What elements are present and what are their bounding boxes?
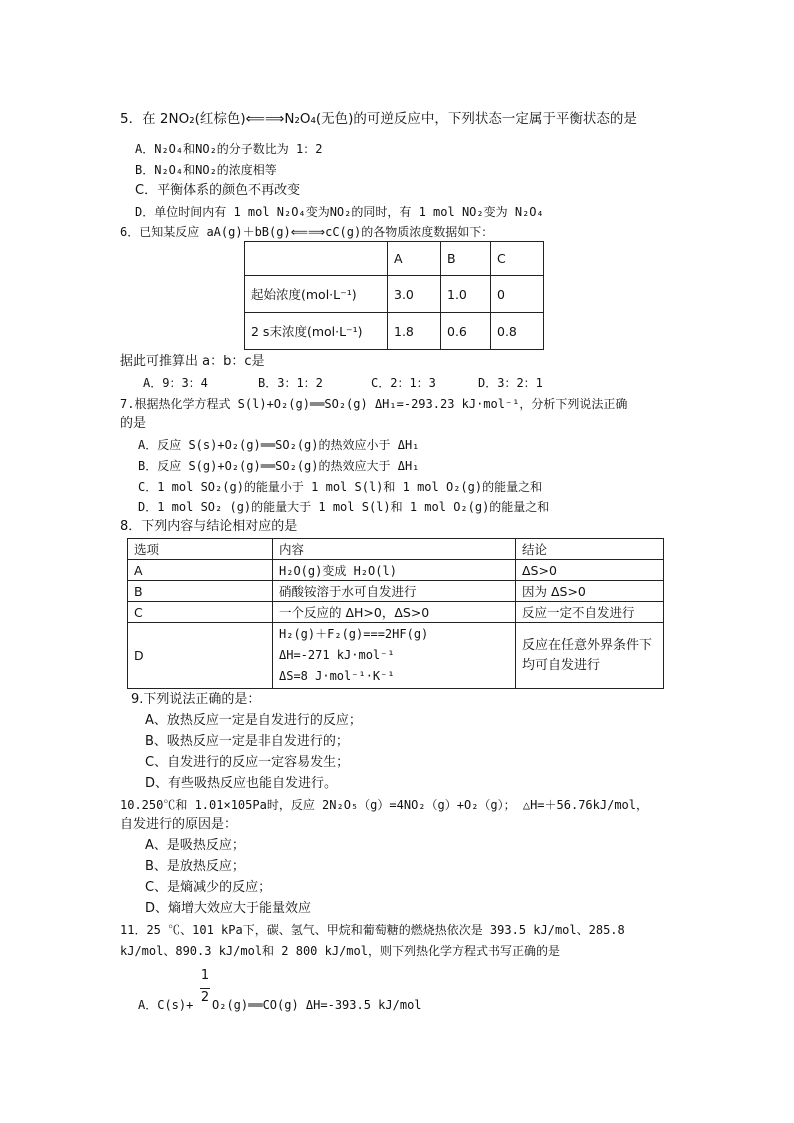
q6-row2-c: 0.8: [491, 313, 544, 350]
q6-header-a: A: [388, 242, 441, 276]
q6-option-c: C．2：1：3: [371, 376, 436, 390]
q8-row-a-content: H₂O(g)变成 H₂O(l): [273, 560, 516, 581]
q8-row-d-option: D: [128, 623, 273, 689]
q6-row2-label: 2 s末浓度(mol·L⁻¹): [245, 313, 388, 350]
q6-row2-a: 1.8: [388, 313, 441, 350]
q8-row-b-content: 硝酸铵溶于水可自发进行: [273, 581, 516, 602]
q8-row-d-content-line1: H₂(g)＋F₂(g)===2HF(g): [279, 627, 429, 641]
q8-stem: 8．下列内容与结论相对应的是: [120, 519, 298, 534]
q8-header-result: 结论: [516, 539, 664, 560]
q9-option-d: D、有些吸热反应也能自发进行。: [145, 776, 338, 791]
q7-option-a: A．反应 S(s)+O₂(g)══SO₂(g)的热效应小于 ΔH₁: [138, 438, 420, 452]
q6-header-empty: [245, 242, 388, 276]
q10-option-c: C、是熵减少的反应；: [145, 880, 272, 895]
q8-row-d-content: [273, 623, 516, 689]
q10-option-d: D、熵增大效应大于能量效应: [145, 901, 312, 916]
q11-fraction-bar: [200, 988, 210, 989]
q9-option-c: C、自发进行的反应一定容易发生；: [145, 755, 350, 770]
q5-stem: 5．在 2NO₂(红棕色)⟸⟹N₂O₄(无色)的可逆反应中，下列状态一定属于平衡状态的是: [120, 111, 637, 127]
q8-row-a-option: A: [128, 560, 273, 581]
q10-stem-line1: 10.250℃和 1.01×105Pa时，反应 2N₂O₅（g）=4NO₂（g）+O₂（g）； △H=＋56.76kJ/mol，: [120, 798, 649, 812]
q8-row-d-content-line3: ΔS=8 J·mol⁻¹·K⁻¹: [279, 669, 395, 683]
q10-stem-line2: 自发进行的原因是：: [120, 817, 238, 832]
q6-option-b: B．3：1：2: [258, 376, 323, 390]
q6-row1-c: 0: [491, 276, 544, 313]
q10-option-a: A、是吸热反应；: [145, 838, 245, 853]
q11-stem-line2: kJ/mol、890.3 kJ/mol和 2 800 kJ/mol，则下列热化学方程式书写正确的是: [120, 944, 560, 958]
q11-option-a-left: A．C(s)+: [138, 998, 194, 1012]
q8-row-b-option: B: [128, 581, 273, 602]
q8-row-d-result: 反应在任意外界条件下均可自发进行: [516, 623, 664, 689]
q9-stem: 9.下列说法正确的是：: [131, 692, 261, 707]
q7-stem-line1: 7.根据热化学方程式 S(l)+O₂(g)══SO₂(g) ΔH₁=-293.23 kJ·mol⁻¹，分析下列说法正确: [120, 397, 628, 411]
q7-option-d: D．1 mol SO₂ (g)的能量大于 1 mol S(l)和 1 mol O₂(g)的能量之和: [138, 500, 550, 514]
q11-fraction-denominator: 2: [200, 990, 210, 1005]
q8-row-c-result: 反应一定不自发进行: [516, 602, 664, 623]
q6-option-a: A．9：3：4: [143, 376, 208, 390]
q8-header-option: 选项: [128, 539, 273, 560]
q6-header-b: B: [441, 242, 491, 276]
q6-row1-b: 1.0: [441, 276, 491, 313]
q8-row-b-result: 因为 ΔS>0: [516, 581, 664, 602]
q6-header-c: C: [491, 242, 544, 276]
q11-option-a-right: O₂(g)══CO(g) ΔH=-393.5 kJ/mol: [212, 998, 422, 1012]
q7-stem-line2: 的是: [120, 416, 147, 431]
q9-option-a: A、放热反应一定是自发进行的反应；: [145, 713, 362, 728]
q6-after: 据此可推算出 a：b：c是: [120, 354, 265, 369]
q8-row-d-content-line2: ΔH=-271 kJ·mol⁻¹: [279, 648, 395, 662]
q5-option-d: D．单位时间内有 1 mol N₂O₄变为NO₂的同时，有 1 mol NO₂变为 N₂O₄: [135, 205, 544, 219]
q8-row-c-option: C: [128, 602, 273, 623]
q7-option-c: C．1 mol SO₂(g)的能量小于 1 mol S(l)和 1 mol O₂(g)的能量之和: [138, 480, 543, 494]
q6-row2-b: 0.6: [441, 313, 491, 350]
q11-stem-line1: 11．25 ℃、101 kPa下，碳、氢气、甲烷和葡萄糖的燃烧热依次是 393.5 kJ/mol、285.8: [120, 923, 625, 937]
q8-row-a-result: ΔS>0: [516, 560, 664, 581]
q8-table: [127, 538, 664, 689]
q6-row1-label: 起始浓度(mol·L⁻¹): [245, 276, 388, 313]
q8-row-c-content: 一个反应的 ΔH>0，ΔS>0: [273, 602, 516, 623]
q5-option-c: C．平衡体系的颜色不再改变: [135, 183, 301, 198]
q6-stem: 6．已知某反应 aA(g)＋bB(g)⟸⟹cC(g)的各物质浓度数据如下：: [120, 225, 494, 239]
q6-concentration-table: [244, 241, 544, 350]
q11-fraction-numerator: 1: [200, 968, 210, 983]
q6-option-d: D．3：2：1: [478, 376, 543, 390]
q6-row1-a: 3.0: [388, 276, 441, 313]
q8-header-content: 内容: [273, 539, 516, 560]
q5-option-b: B．N₂O₄和NO₂的浓度相等: [135, 163, 277, 177]
q5-option-a: A．N₂O₄和NO₂的分子数比为 1：2: [135, 142, 323, 156]
q10-option-b: B、是放热反应；: [145, 859, 245, 874]
q9-option-b: B、吸热反应一定是非自发进行的；: [145, 734, 349, 749]
q7-option-b: B．反应 S(g)+O₂(g)══SO₂(g)的热效应大于 ΔH₁: [138, 459, 420, 473]
